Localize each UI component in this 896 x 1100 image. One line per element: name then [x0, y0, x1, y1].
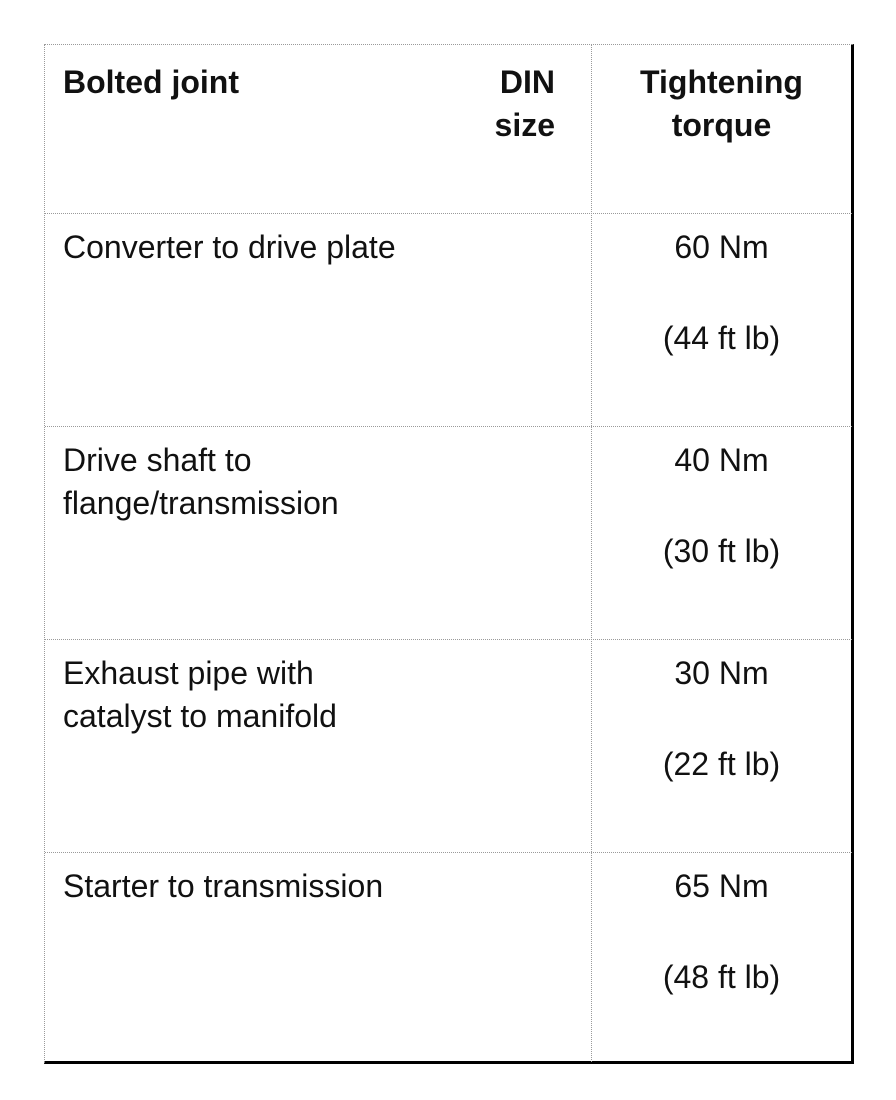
header-row: [45, 45, 852, 213]
torque-ftlb-value: (44 ft lb): [662, 320, 781, 356]
joint-label-line1: Exhaust pipe with: [63, 655, 314, 691]
header-bolted-joint: Bolted joint: [63, 64, 239, 100]
header-din-line2: size: [494, 107, 555, 143]
joint-label-line1: Starter to transmission: [63, 868, 384, 904]
torque-ftlb-value: (22 ft lb): [662, 746, 781, 782]
table-row: [45, 639, 852, 852]
header-din-line1: DIN: [499, 64, 555, 100]
torque-ftlb-value: (30 ft lb): [662, 533, 781, 569]
torque-nm-value: 30 Nm: [674, 655, 769, 691]
joint-label-line1: Drive shaft to: [63, 442, 252, 478]
torque-ftlb-value: (48 ft lb): [662, 959, 781, 995]
table-row: [45, 426, 852, 639]
torque-nm-value: 40 Nm: [674, 442, 769, 478]
joint-label-line2: flange/transmission: [63, 485, 339, 521]
torque-nm-value: 65 Nm: [674, 868, 769, 904]
joint-label-line2: catalyst to manifold: [63, 698, 337, 734]
header-torque-line2: torque: [671, 107, 772, 143]
joint-label-line1: Converter to drive plate: [63, 229, 396, 265]
torque-table: [44, 44, 854, 1064]
table-row: [45, 213, 852, 426]
table-row: [45, 852, 852, 1062]
header-torque-line1: Tightening: [640, 64, 803, 100]
torque-nm-value: 60 Nm: [674, 229, 769, 265]
